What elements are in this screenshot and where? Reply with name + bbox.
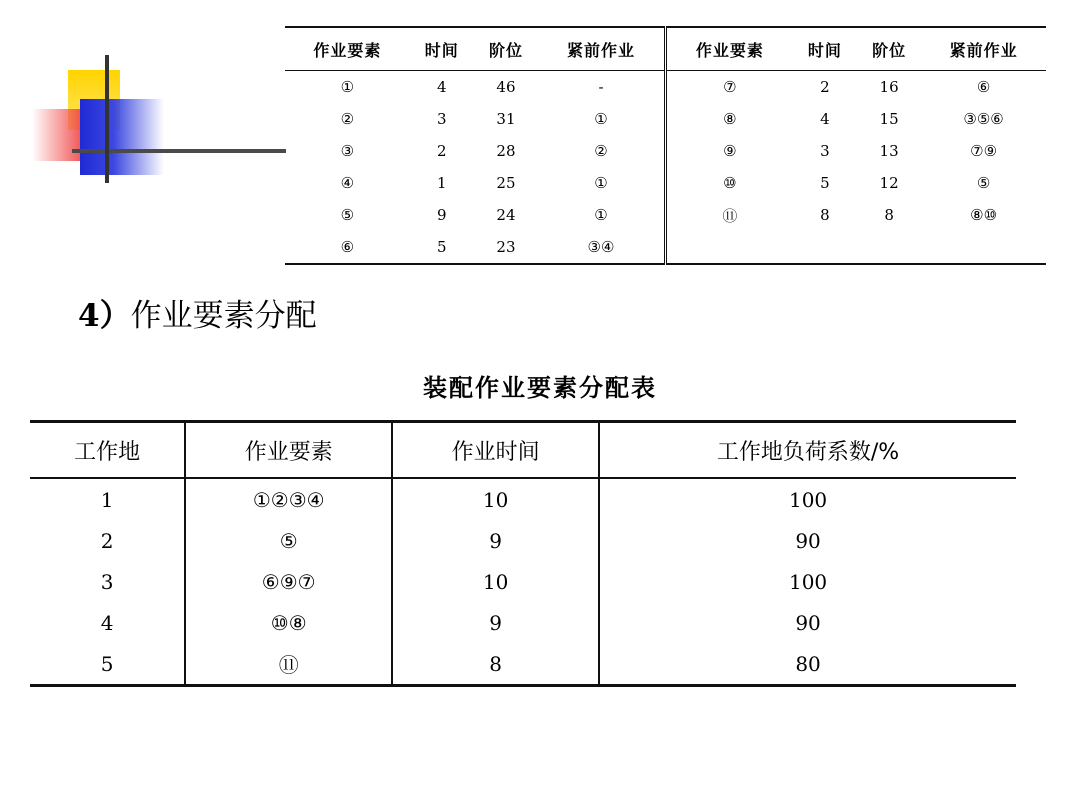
table-cell: 9 (392, 602, 599, 643)
precedence-header-row (285, 27, 1046, 71)
logo-vertical-line (105, 55, 109, 183)
table-cell: 12 (879, 174, 899, 192)
table-cell: ③④ (538, 231, 665, 264)
header-rank-2: 阶位 (857, 27, 921, 71)
table-cell: ⑩ (665, 167, 792, 199)
table-row (285, 199, 1046, 231)
table-cell: ⑪ (665, 199, 792, 231)
header-element: 作业要素 (285, 27, 410, 71)
table-cell: ⑦⑨ (970, 142, 998, 160)
table-cell: ⑤ (340, 206, 355, 224)
section-number: 4） (78, 298, 131, 334)
section-heading (78, 290, 317, 335)
table-cell: 25 (496, 174, 516, 192)
table-cell: 90 (599, 602, 1016, 643)
table-cell: ⑦ (665, 71, 792, 104)
table-cell: 9 (437, 206, 447, 224)
table-cell: 5 (30, 643, 185, 686)
table-cell: 3 (100, 569, 114, 594)
table-cell: ③ (340, 142, 355, 160)
table-cell: 3 (820, 142, 830, 160)
header-elements: 作业要素 (185, 422, 392, 479)
allocation-table-title: 装配作业要素分配表 (423, 374, 657, 402)
table-cell: 8 (884, 206, 894, 224)
table-cell: ④ (340, 174, 355, 192)
table-cell: 28 (496, 142, 516, 160)
table-cell (793, 231, 857, 264)
table-cell: 46 (496, 78, 516, 96)
table-cell: 23 (474, 231, 538, 264)
table-row (30, 643, 1016, 686)
table-cell: 10 (392, 478, 599, 520)
table-cell: ⑥ (285, 231, 410, 264)
table-cell: 2 (100, 528, 114, 553)
table-cell: ⑥⑨⑦ (185, 561, 392, 602)
table-cell: 5 (410, 231, 474, 264)
table-cell: 8 (392, 643, 599, 686)
section-text: 作业要素分配 (130, 298, 317, 334)
table-cell (857, 231, 921, 264)
table-row (285, 167, 1046, 199)
header-rank: 阶位 (474, 27, 538, 71)
table-cell: 1 (100, 487, 114, 512)
table-row (285, 135, 1046, 167)
decorative-logo (28, 55, 288, 190)
table-cell: 9 (392, 520, 599, 561)
table-cell: 10 (392, 561, 599, 602)
header-load-factor: 工作地负荷系数/% (599, 422, 1016, 479)
table-cell: ⑪ (185, 643, 392, 686)
table-cell: 4 (100, 610, 114, 635)
table-cell: ①②③④ (185, 478, 392, 520)
table-cell: ① (340, 78, 355, 96)
header-work-time: 作业时间 (392, 422, 599, 479)
table-cell: ③⑤⑥ (963, 110, 1004, 128)
table-cell (921, 231, 1046, 264)
table-cell: ⑩⑧ (185, 602, 392, 643)
table-row (30, 602, 1016, 643)
allocation-table (30, 420, 1016, 687)
table-cell: 1 (437, 174, 447, 192)
table-cell: ② (594, 142, 608, 160)
table-cell: 2 (437, 142, 447, 160)
allocation-header-row (30, 422, 1016, 479)
header-element-2: 作业要素 (665, 27, 792, 71)
table-row (30, 561, 1016, 602)
table-cell: ① (594, 206, 608, 224)
header-time-2: 时间 (793, 27, 857, 71)
logo-blue-block (80, 99, 164, 175)
table-cell: ⑧⑩ (970, 206, 998, 224)
table-cell: 90 (599, 520, 1016, 561)
table-row (285, 71, 1046, 104)
table-cell: 5 (820, 174, 830, 192)
table-cell: 3 (437, 110, 447, 128)
table-cell: ⑤ (976, 174, 991, 192)
table-cell: 31 (496, 110, 516, 128)
table-cell: ⑧ (665, 103, 792, 135)
table-cell: 4 (437, 78, 447, 96)
table-row (30, 478, 1016, 520)
table-cell: 100 (599, 561, 1016, 602)
table-cell: 8 (820, 206, 830, 224)
table-row (285, 231, 1046, 264)
header-time: 时间 (410, 27, 474, 71)
header-predecessor-2: 紧前作业 (921, 27, 1046, 71)
table-cell: ⑥ (976, 78, 991, 96)
header-predecessor: 紧前作业 (538, 27, 665, 71)
table-cell: 100 (599, 478, 1016, 520)
precedence-table (285, 26, 1046, 265)
table-cell (665, 231, 792, 264)
table-cell: 24 (496, 206, 516, 224)
table-cell: ① (594, 110, 608, 128)
table-cell: - (598, 78, 604, 96)
table-cell: ② (340, 110, 355, 128)
table-cell: ⑤ (185, 520, 392, 561)
table-cell: 13 (879, 142, 899, 160)
table-cell: 4 (820, 110, 830, 128)
table-cell: 80 (599, 643, 1016, 686)
table-row (30, 520, 1016, 561)
table-cell: ① (594, 174, 608, 192)
table-row (285, 103, 1046, 135)
table-cell: ⑨ (665, 135, 792, 167)
table-cell: 2 (820, 78, 830, 96)
table-cell: 16 (879, 78, 899, 96)
header-workstation: 工作地 (30, 422, 185, 479)
table-cell: 15 (879, 110, 899, 128)
